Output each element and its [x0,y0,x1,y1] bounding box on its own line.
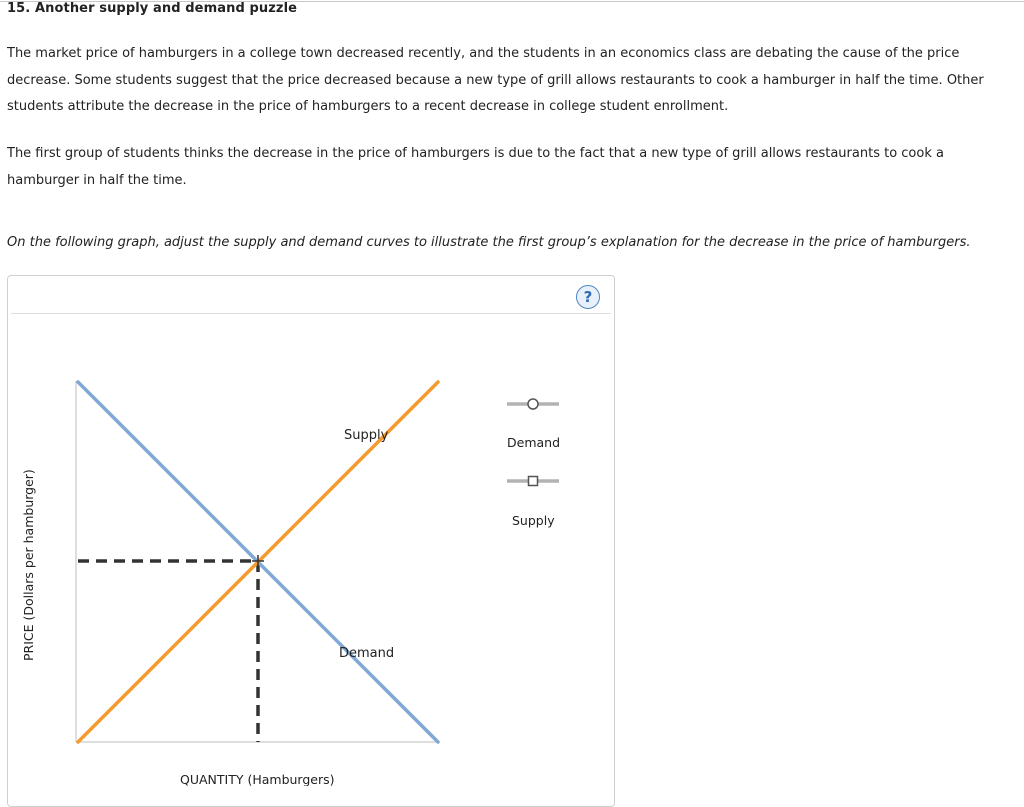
demand-tool-label: Demand [507,435,561,450]
question-paragraph-1: The market price of hamburgers in a college town decreased recently, and the students in an economics class are debating the cause of the price decrease. Some students suggest that the price decreased because a new type of grill allows restaurants to cook a hamburger in half the time. Other students attribute the decrease in the price of hamburgers to a recent decrease in college student enrollment. [7,46,984,114]
x-axis-label: QUANTITY (Hamburgers) [180,772,335,786]
square-handle-icon [529,477,538,486]
y-axis-label: PRICE (Dollars per hamburger) [21,469,36,661]
supply-tool-label: Supply [512,513,555,528]
question-title: 15. Another supply and demand puzzle [7,1,298,16]
supply-tool[interactable] [507,477,559,529]
demand-tool[interactable] [507,399,560,450]
demand-curve-label: Demand [339,646,395,661]
question-paragraph-2: The first group of students thinks the decrease in the price of hamburgers is due to the fact that a new type of grill allows restaurants to cook a hamburger in half the time. [7,146,944,188]
graph-instruction: On the following graph, adjust the supply and demand curves to illustrate the first group’s explanation for the decrease in the price of hamburgers. [7,235,971,250]
help-button[interactable]: ? [576,285,600,309]
circle-handle-icon [528,399,538,409]
supply-curve-label: Supply [344,428,389,443]
